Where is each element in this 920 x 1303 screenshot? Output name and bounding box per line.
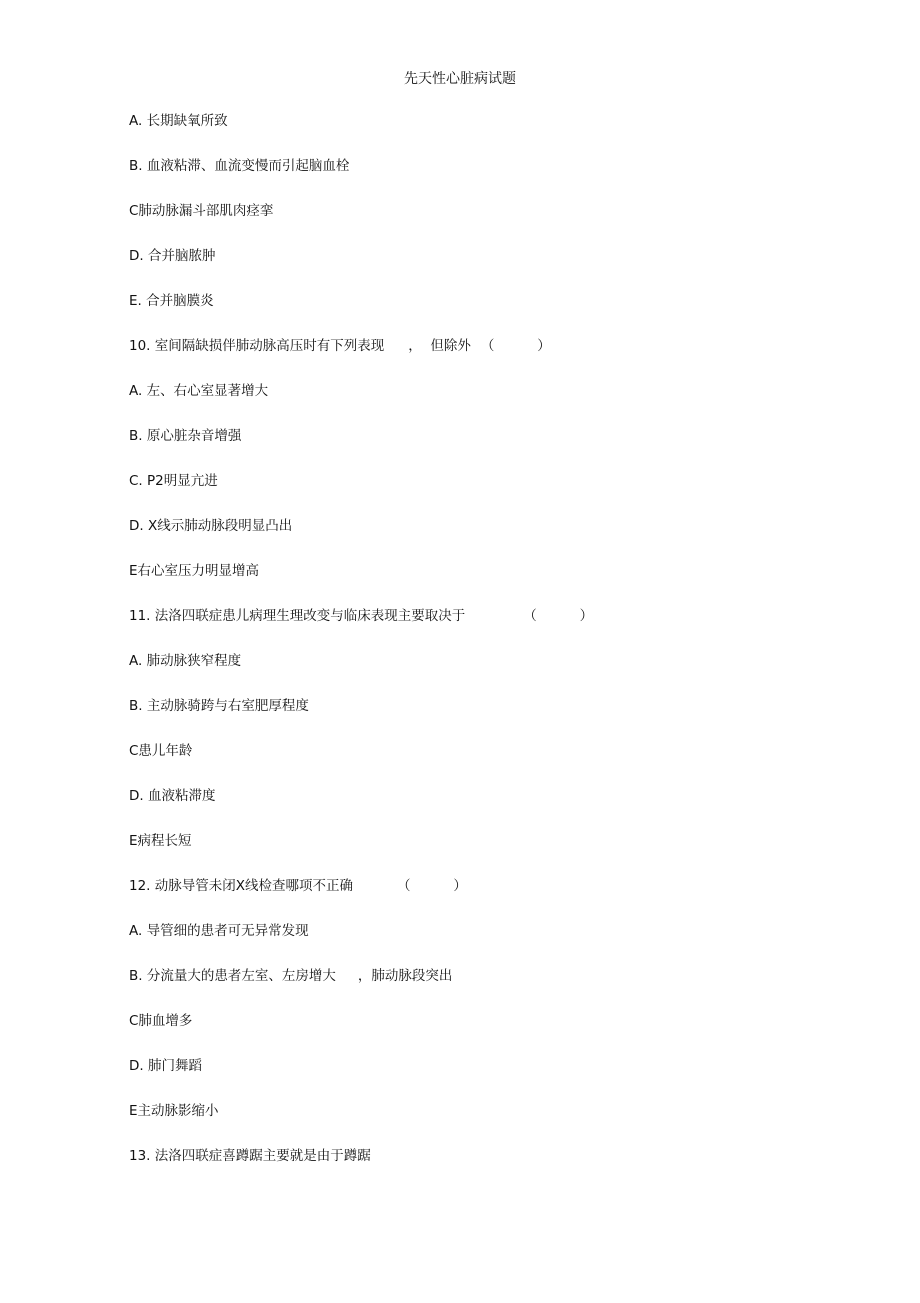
- answer-blank: （ ）: [480, 338, 551, 354]
- line-text: E右心室压力明显增高: [129, 563, 260, 579]
- question-text: 12. 动脉导管未闭X线检查哪项不正确: [129, 878, 354, 894]
- line-text: B. 主动脉骑跨与右室肥厚程度: [129, 698, 309, 714]
- question-text: 10. 室间隔缺损伴肺动脉高压时有下列表现: [129, 338, 385, 354]
- line-text: C患儿年龄: [129, 743, 193, 759]
- question-text: 13. 法洛四联症喜蹲踞主要就是由于蹲踞: [129, 1148, 371, 1164]
- line-text: E. 合并脑膜炎: [129, 293, 214, 309]
- line-text: C. P2明显亢进: [129, 473, 218, 489]
- line-tail: ，肺动脉段突出: [357, 968, 453, 984]
- option-line: [129, 202, 829, 247]
- option-line: [129, 292, 829, 337]
- line-text: A. 肺动脉狭窄程度: [129, 653, 242, 669]
- line-text: A. 导管细的患者可无异常发现: [129, 923, 309, 939]
- option-line: [129, 967, 829, 1012]
- question-line: [129, 877, 829, 922]
- line-text: D. 合并脑脓肿: [129, 248, 216, 264]
- line-text: C肺动脉漏斗部肌肉痉挛: [129, 203, 274, 219]
- option-line: [129, 922, 829, 967]
- option-line: [129, 742, 829, 787]
- option-line: [129, 1057, 829, 1102]
- option-line: [129, 697, 829, 742]
- question-line: [129, 1147, 829, 1192]
- line-text: D. 血液粘滞度: [129, 788, 216, 804]
- option-line: [129, 832, 829, 877]
- line-text: D. 肺门舞蹈: [129, 1058, 202, 1074]
- answer-blank: （ ）: [523, 608, 594, 624]
- line-text: E病程长短: [129, 833, 192, 849]
- option-line: [129, 787, 829, 832]
- line-text: C肺血增多: [129, 1013, 193, 1029]
- line-text: D. X线示肺动脉段明显凸出: [129, 518, 293, 534]
- question-text: 11. 法洛四联症患儿病理生理改变与临床表现主要取决于: [129, 608, 466, 624]
- question-tail: ， 但除外: [408, 338, 471, 354]
- question-line: [129, 337, 829, 382]
- line-text: B. 分流量大的患者左室、左房增大: [129, 968, 336, 984]
- option-line: [129, 157, 829, 202]
- line-text: A. 长期缺氧所致: [129, 113, 228, 129]
- answer-blank: （ ）: [397, 878, 467, 894]
- line-text: B. 原心脏杂音增强: [129, 428, 242, 444]
- line-text: E主动脉影缩小: [129, 1103, 219, 1119]
- question-list: [129, 112, 829, 1192]
- option-line: [129, 652, 829, 697]
- line-text: A. 左、右心室显著增大: [129, 383, 269, 399]
- line-text: B. 血液粘滞、血流变慢而引起脑血栓: [129, 158, 350, 174]
- option-line: [129, 427, 829, 472]
- option-line: [129, 1012, 829, 1057]
- option-line: [129, 517, 829, 562]
- question-line: [129, 607, 829, 652]
- option-line: [129, 247, 829, 292]
- option-line: [129, 472, 829, 517]
- option-line: [129, 112, 829, 157]
- page-title: 先天性心脏病试题: [404, 71, 516, 87]
- option-line: [129, 562, 829, 607]
- option-line: [129, 1102, 829, 1147]
- option-line: [129, 382, 829, 427]
